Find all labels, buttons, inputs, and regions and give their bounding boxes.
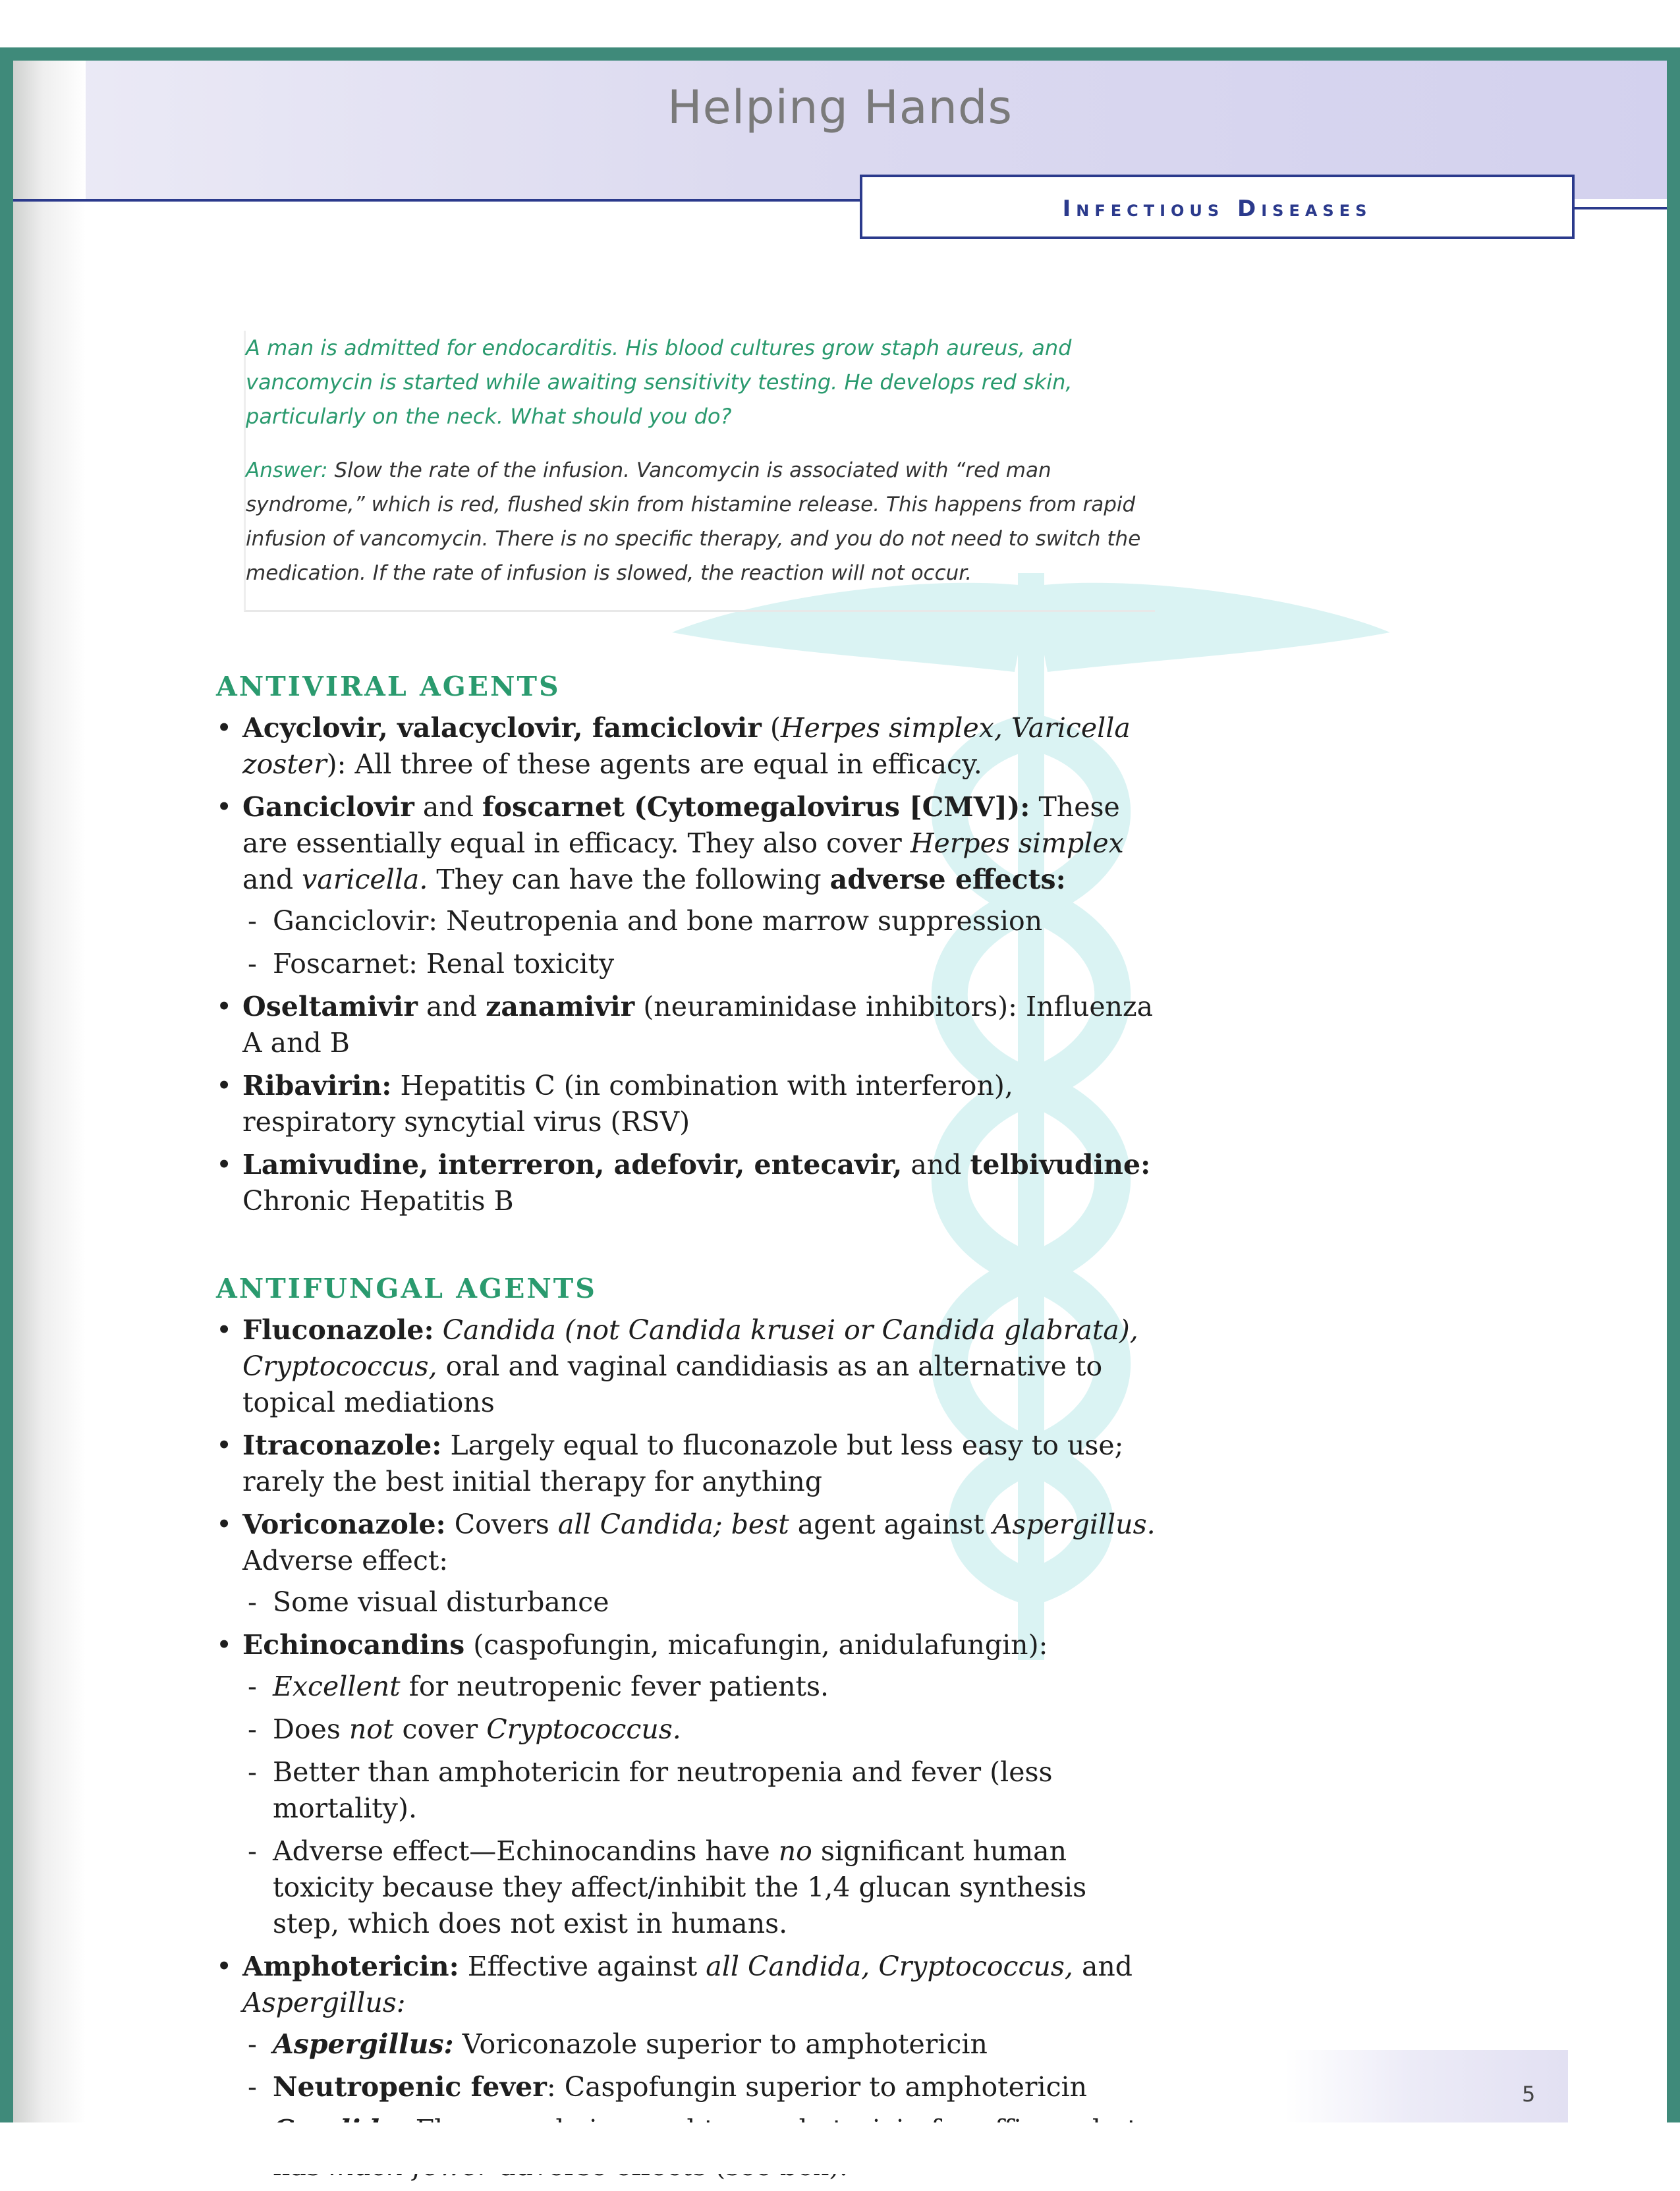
list-item: • Itraconazole: Largely equal to fluconazole but less easy to use; rarely the best initial therapy for anything xyxy=(212,1428,1161,1500)
answer-text: Slow the rate of the infusion. Vancomycin is associated with “red man syndrome,” which is red, flushed skin from histamine release. This happens from rapid infusion of vancomycin. There is no specific therapy, and you do not need to switch the medication. If the rate of infusion is slowed, the reaction will not occur. xyxy=(246,458,1141,585)
sub-list-item: - Foscarnet: Renal toxicity xyxy=(242,946,1161,982)
case-question: A man is admitted for endocarditis. His blood cultures grow staph aureus, and vancomycin is started while awaiting sensitivity testing. He develops red skin, particularly on the neck. What should you do? xyxy=(246,335,1073,429)
section-label-box xyxy=(860,175,1575,239)
list-item: • Ribavirin: Hepatitis C (in combination with interferon), respiratory syncytial virus (RSV) xyxy=(212,1068,1161,1140)
antiviral-section xyxy=(212,669,1161,1219)
sub-list xyxy=(242,903,1161,982)
page-frame-right xyxy=(1667,47,1680,2122)
antifungal-heading: ANTIFUNGAL AGENTS xyxy=(216,1273,597,1304)
sub-list-item: - Better than amphotericin for neutropenia and fever (less mortality). xyxy=(242,1754,1161,1827)
case-answer xyxy=(246,453,1155,590)
list-item: • Oseltamivir and zanamivir (neuraminidase inhibitors): Influenza A and B xyxy=(212,989,1161,1061)
sub-list-item: - Does not cover Cryptococcus. xyxy=(242,1711,1161,1748)
answer-label: Answer: xyxy=(246,458,328,482)
sub-list-item: - Adverse effect—Echinocandins have no significant human toxicity because they affect/inhibit the 1,4 glucan synthesis step, which does not exist in humans. xyxy=(242,1833,1161,1942)
sub-list xyxy=(242,1669,1161,1942)
list-item: • Ganciclovir and foscarnet (Cytomegalovirus [CMV]): These are essentially equal in efficacy. They also cover Herpes simplex and varicella. They can have the following adverse effects: - Ganciclovir: Neutropenia and bone marrow suppression - Foscarnet: Renal toxicity xyxy=(212,789,1161,982)
sub-list xyxy=(242,1584,1161,1621)
case-study-box xyxy=(244,331,1155,612)
list-item: • Acyclovir, valacyclovir, famciclovir (Herpes simplex, Varicella zoster): All three of these agents are equal in efficacy. xyxy=(212,710,1161,783)
page-frame-top xyxy=(0,47,1680,61)
sub-list-item: - Ganciclovir: Neutropenia and bone marrow suppression xyxy=(242,903,1161,939)
antiviral-list xyxy=(212,710,1161,1219)
list-item: • Fluconazole: Candida (not Candida krusei or Candida glabrata), Cryptococcus, oral and vaginal candidiasis as an alternative to topical mediations xyxy=(212,1312,1161,1421)
list-item: • Echinocandins (caspofungin, micafungin, anidulafungin): - Excellent for neutropenic fever patients. - Does not cover Cryptococcus. - Better than amphotericin for neutropenia and fever (less mortality). - Adverse effect—Echinocandins have no significant human toxicity because they affect/inhibit the 1,4 glucan synthesis step, which does not exist in humans. xyxy=(212,1627,1161,1942)
running-header-title: Helping Hands xyxy=(667,80,1013,134)
page-frame-left xyxy=(0,47,13,2122)
bottom-margin xyxy=(0,2122,1680,2174)
page-content xyxy=(212,331,1161,2191)
section-label: Infectious Diseases xyxy=(1062,196,1372,222)
sub-list-item: - Excellent for neutropenic fever patients. xyxy=(242,1669,1161,1705)
sub-list-item: - Aspergillus: Voriconazole superior to amphotericin xyxy=(242,2026,1161,2063)
list-item: • Voriconazole: Covers all Candida; best agent against Aspergillus. Adverse effect: - Some visual disturbance xyxy=(212,1507,1161,1621)
sub-list-item: - Some visual disturbance xyxy=(242,1584,1161,1621)
list-item: • Amphotericin: Effective against all Candida, Cryptococcus, and Aspergillus: - Aspergillus: Voriconazole superior to amphotericin - Neutropenic fever: Caspofungin superior to amphotericin - xyxy=(212,1949,1161,2184)
antifungal-list xyxy=(212,1312,1161,2184)
header-rule-left xyxy=(13,199,860,202)
antiviral-heading: ANTIVIRAL AGENTS xyxy=(216,671,561,702)
antifungal-section xyxy=(212,1271,1161,2184)
list-item: • Lamivudine, interreron, adefovir, entecavir, and telbivudine: Chronic Hepatitis B xyxy=(212,1147,1161,1219)
page-number: 5 xyxy=(1522,2082,1536,2107)
header-rule-right xyxy=(1575,207,1667,209)
sub-list-item: - Neutropenic fever: Caspofungin superior to amphotericin xyxy=(242,2069,1161,2105)
book-spine-shadow xyxy=(13,61,86,2122)
